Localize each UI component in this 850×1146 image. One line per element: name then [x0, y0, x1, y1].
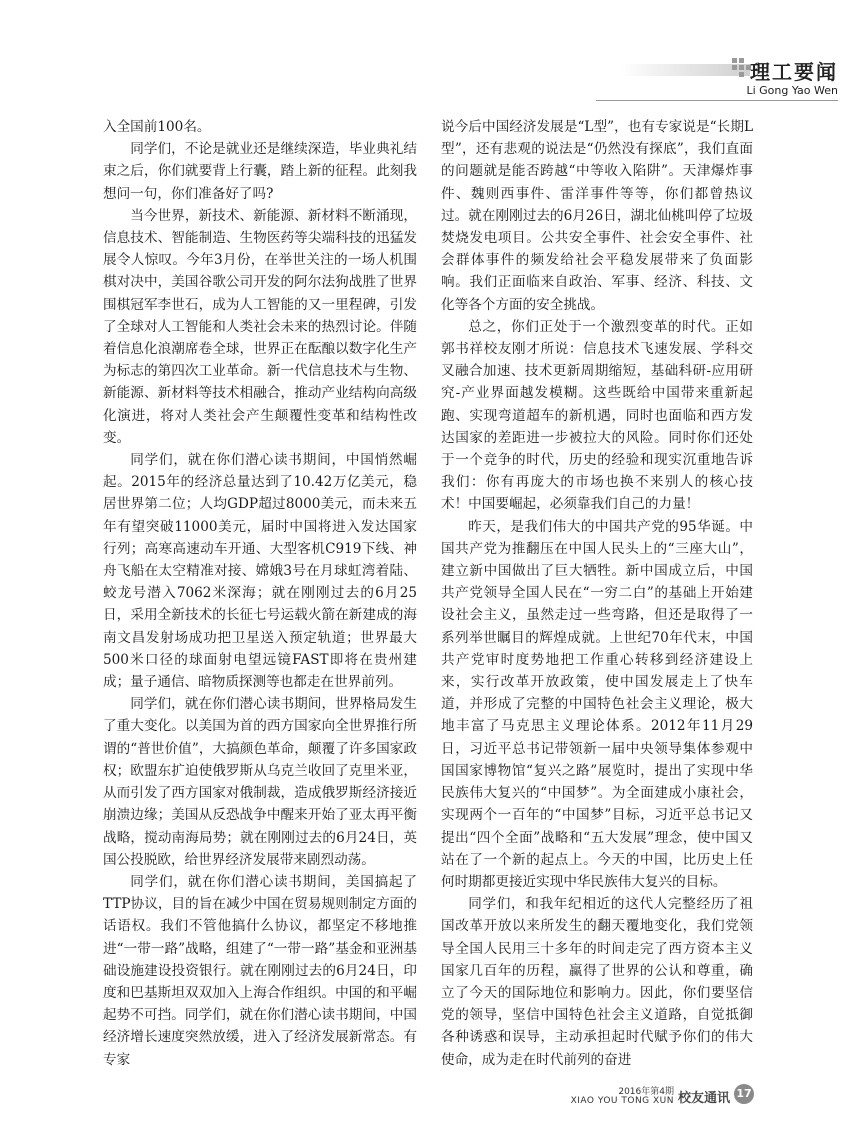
paragraph: 说今后中国经济发展是“L型”，也有专家说是“长期L型”，还有悲观的说法是“仍然没有探底”，我们直面的问题就是能否跨越“中等收入陷阱”。天津爆炸事件、魏则西事件、雷洋事件等等，你们都曾热议过。就在刚刚过去的6月26日，湖北仙桃叫停了垃圾焚烧发电项目。公共安全事件、社会安全事件、社会群体事件的频发给社会平稳发展带来了负面影响。我们正面临来自政治、军事、经济、科技、文化等各个方面的安全挑战。	[441, 119, 753, 313]
header-decoration-bar	[620, 64, 750, 76]
header-squares-icon	[732, 58, 752, 80]
section-title: 理工要闻	[750, 60, 838, 84]
paragraph: 同学们，不论是就业还是继续深造，毕业典礼结束之后，你们就要背上行囊，踏上新的征程。此刻我想问一句，你们准备好了吗?	[103, 141, 417, 202]
left-column	[103, 116, 417, 1071]
page-number: 17	[734, 1084, 754, 1104]
paragraph: 昨天，是我们伟大的中国共产党的95华诞。中国共产党为推翻压在中国人民头上的“三座大山”，建立新中国做出了巨大牺牲。新中国成立后，中国共产党领导全国人民在“一穷二白”的基础上开始建设社会主义，虽然走过一些弯路，但还是取得了一系列举世瞩目的辉煌成就。上世纪70年代末，中国共产党审时度势地把工作重心转移到经济建设上来，实行改革开放政策，使中国发展走上了快车道，并形成了完整的中国特色社会主义理论，极大地丰富了马克思主义理论体系。2012年11月29日，习近平总书记带领新一届中央领导集体参观中国国家博物馆“复兴之路”展览时，提出了实现中华民族伟大复兴的“中国梦”。为全面建成小康社会，实现两个一百年的“中国梦”目标，习近平总书记又提出“四个全面”战略和“五大发展”理念，使中国又站在了一个新的起点上。今天的中国，比历史上任何时期都更接近实现中华民族伟大复兴的目标。	[441, 518, 753, 890]
magazine-name-en: XIAO YOU TONG XUN	[570, 1096, 674, 1106]
paragraph: 同学们，就在你们潜心读书期间，世界格局发生了重大变化。以美国为首的西方国家向全世界推行所谓的“普世价值”，大搞颜色革命，颠覆了许多国家政权；欧盟东扩迫使俄罗斯从乌克兰收回了克里米亚，从而引发了西方国家对俄制裁，造成俄罗斯经济接近崩溃边缘；美国从反恐战争中醒来开始了亚太再平衡战略，搅动南海局势；就在刚刚过去的6月24日，英国公投脱欧，给世界经济发展带来剧烈动荡。	[103, 696, 417, 868]
magazine-name-cn: 校友通讯	[677, 1091, 730, 1106]
paragraph: 入全国前100名。	[103, 119, 211, 135]
section-subtitle: Li Gong Yao Wen	[746, 84, 838, 97]
right-column	[441, 116, 753, 1071]
header-divider	[596, 100, 838, 101]
paragraph: 同学们，就在你们潜心读书期间，中国悄然崛起。2015年的经济总量达到了10.42万亿美元，稳居世界第二位；人均GDP超过8000美元，而未来五年有望突破11000美元，届时中国将进入发达国家行列；高寒高速动车开通、大型客机C919下线、神舟飞船在太空精准对接、嫦娥3号在月球虹湾着陆、蛟龙号潜入7062米深海；就在刚刚过去的6月25日，采用全新技术的长征七号运载火箭在新建成的海南文昌发射场成功把卫星送入预定轨道；世界最大500米口径的球面射电望远镜FAST即将在贵州建成；量子通信、暗物质探测等也都走在世界前列。	[103, 452, 417, 691]
paragraph: 同学们，和我年纪相近的这代人完整经历了祖国改革开放以来所发生的翻天覆地变化，我们党领导全国人民用三十多年的时间走完了西方资本主义国家几百年的历程，赢得了世界的公认和尊重，确立了今天的国际地位和影响力。因此，你们要坚信党的领导，坚信中国特色社会主义道路，自觉抵御各种诱惑和误导，主动承担起时代赋予你们的伟大使命，成为走在时代前列的奋进	[441, 896, 753, 1068]
paragraph: 同学们，就在你们潜心读书期间，美国搞起了TTP协议，目的旨在减少中国在贸易规则制定方面的话语权。我们不管他搞什么协议，都坚定不移地推进“一带一路”战略，组建了“一带一路”基金和亚洲基础设施建设投资银行。就在刚刚过去的6月24日，印度和巴基斯坦双双加入上海合作组织。中国的和平崛起势不可挡。同学们，就在你们潜心读书期间，中国经济增长速度突然放缓，进入了经济发展新常态。有专家	[103, 873, 417, 1068]
paragraph: 当今世界，新技术、新能源、新材料不断涌现，信息技术、智能制造、生物医药等尖端科技的迅猛发展令人惊叹。今年3月份，在举世关注的一场人机围棋对决中，美国谷歌公司开发的阿尔法狗战胜了世界围棋冠军李世石，成为人工智能的又一里程碑，引发了全球对人工智能和人类社会未来的热烈讨论。伴随着信息化浪潮席卷全球，世界正在酝酿以数字化生产为标志的第四次工业革命。新一代信息技术与生物、新能源、新材料等技术相融合，推动产业结构向高级化演进，将对人类社会产生颠覆性变革和结构性改变。	[103, 207, 417, 446]
paragraph: 总之，你们正处于一个激烈变革的时代。正如郭书祥校友刚才所说：信息技术飞速发展、学科交叉融合加速、技术更新周期缩短，基础科研-应用研究-产业界面越发模糊。这些既给中国带来重新起跑、实现弯道超车的新机遇，同时也面临和西方发达国家的差距进一步被拉大的风险。同时你们还处于一个竞争的时代，历史的经验和现实沉重地告诉我们：你有再庞大的市场也换不来别人的核心技术！中国要崛起，必须靠我们自己的力量！	[441, 318, 753, 513]
issue-label: 2016年第4期	[618, 1087, 674, 1097]
